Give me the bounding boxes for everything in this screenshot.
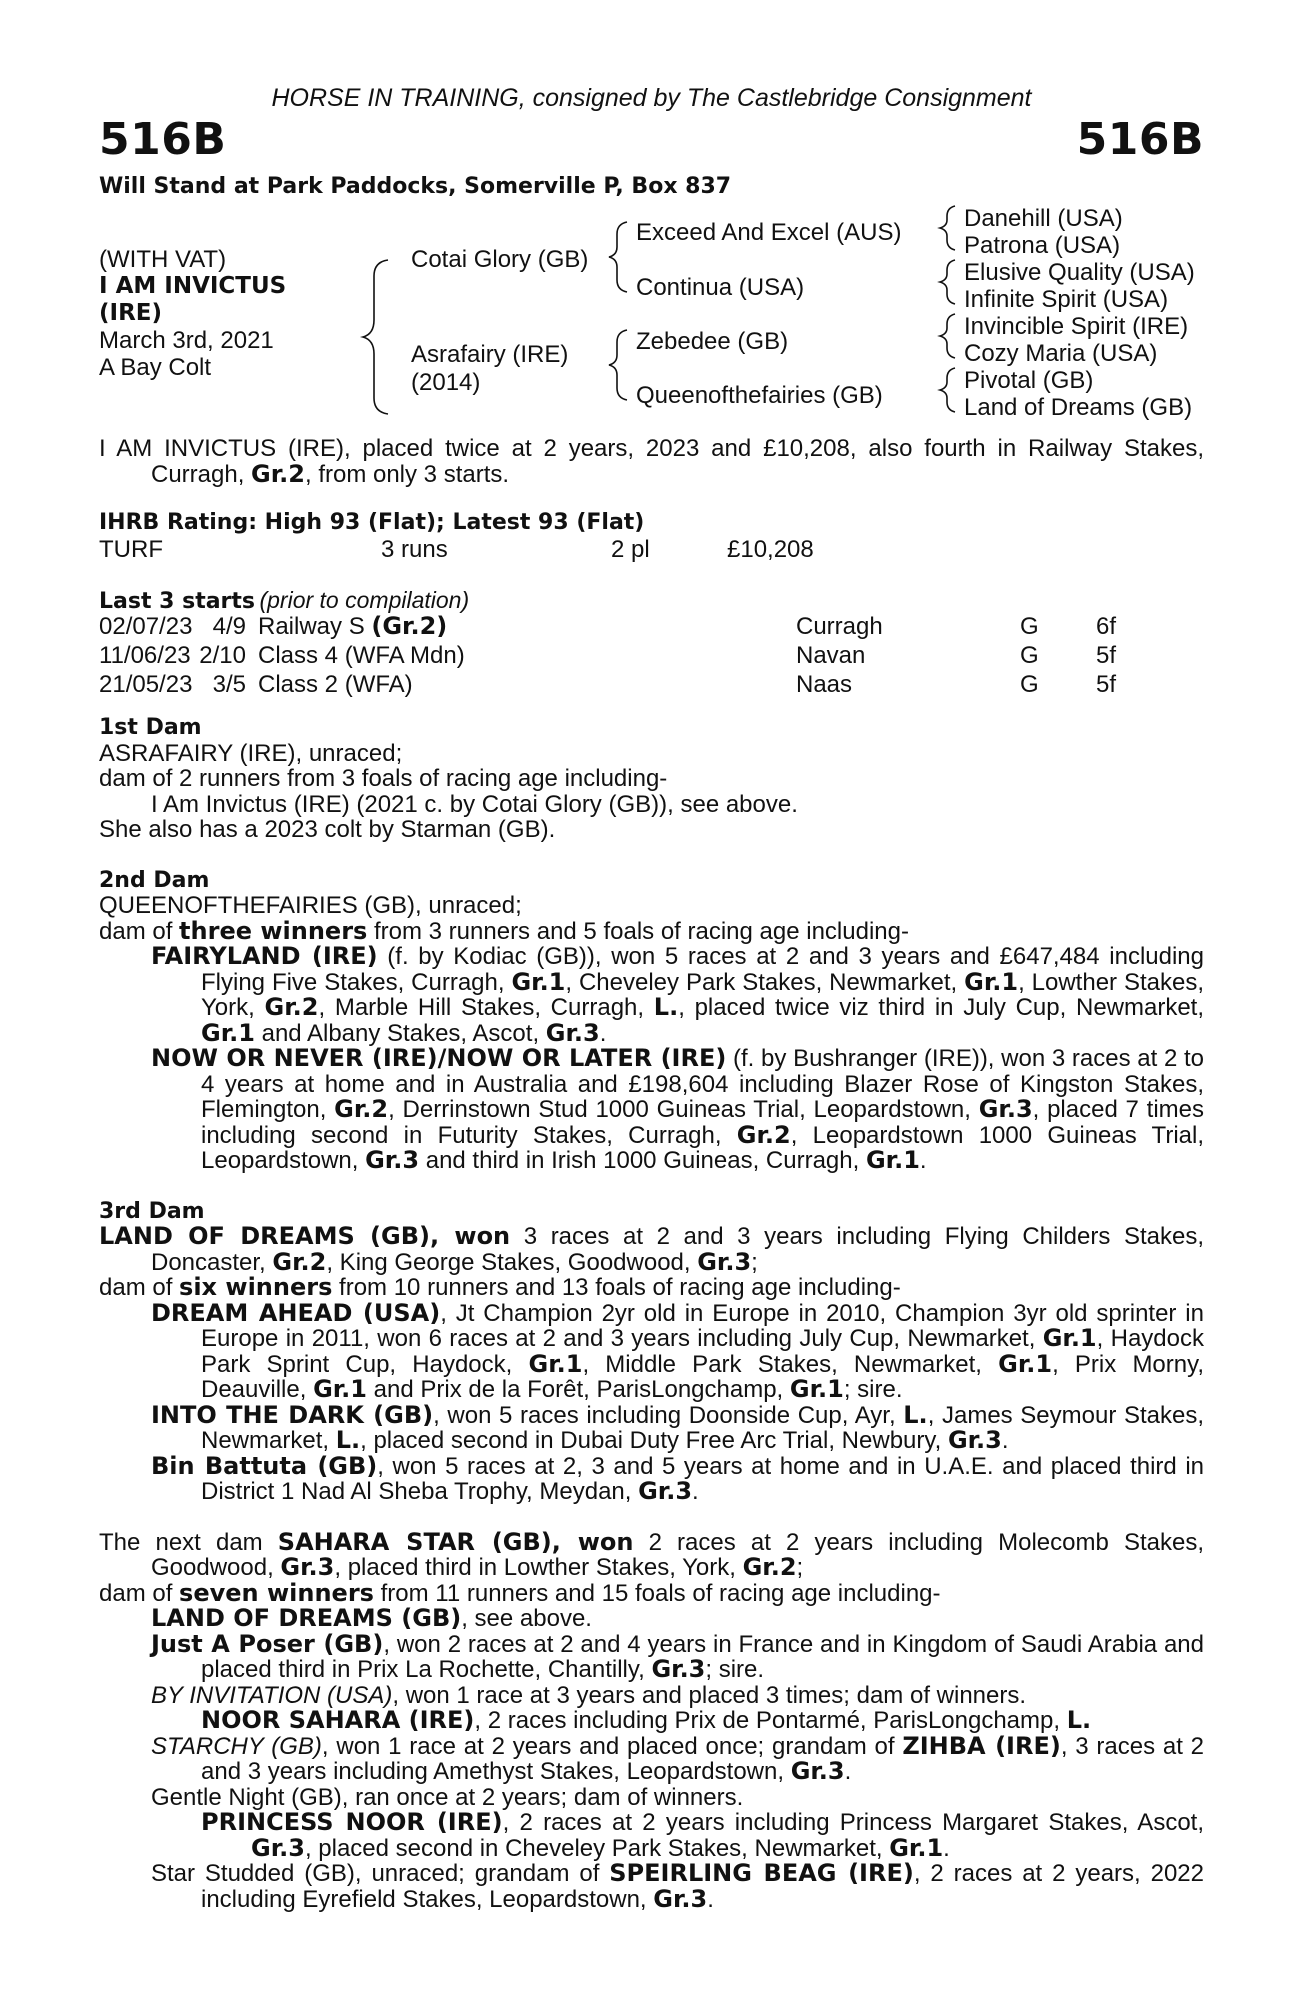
produce-gentle-night: Gentle Night (GB), ran once at 2 years; dam of winners.: [151, 1783, 744, 1811]
sd-sire: Elusive Quality (USA): [964, 259, 1195, 286]
horse-description: A Bay Colt: [99, 354, 212, 381]
rating-runs: 3 runs: [381, 536, 448, 563]
start-race: Railway S (Gr.2): [258, 612, 448, 640]
produce-land-of-dreams: LAND OF DREAMS (GB), see above.: [151, 1604, 592, 1632]
second-dam-line: QUEENOFTHEFAIRIES (GB), unraced;: [99, 892, 522, 919]
second-dam-title: 2nd Dam: [99, 867, 210, 893]
brace-generation-1: [363, 260, 388, 414]
rating-title: IHRB Rating: High 93 (Flat); Latest 93 (Flat): [99, 510, 645, 535]
rating-placed: 2 pl: [611, 536, 650, 563]
start-date: 11/06/23: [99, 641, 191, 669]
produce-just-a-poser: Just A Poser (GB), won 2 races at 2 and 4 years in France and in Kingdom of Saudi Arabia and placed third in Prix La Rochette, Chantilly, Gr.3; sire.: [151, 1629, 1204, 1683]
sd-dam: Infinite Spirit (USA): [964, 286, 1169, 313]
third-dam-produce: dam of six winners from 10 runners and 13 foals of racing age including-: [99, 1273, 901, 1301]
dam-dam: Queenofthefairies (GB): [636, 382, 883, 409]
start-distance: 5f: [1096, 670, 1117, 698]
brace-dam: [609, 330, 627, 400]
ss-dam: Patrona (USA): [964, 232, 1121, 259]
produce-record: [99, 715, 1204, 1912]
lot-number-left: 516B: [99, 114, 227, 165]
next-dam-line: The next dam SAHARA STAR (GB), won 2 races at 2 years including Molecomb Stakes, Goodwood, Gr.3, placed third in Lowther Stakes, York, Gr.2;: [99, 1527, 1205, 1581]
horse-name: I AM INVICTUS: [99, 273, 287, 299]
stand-location: Will Stand at Park Paddocks, Somerville P, Box 837: [99, 174, 732, 199]
first-dam-produce: dam of 2 runners from 3 foals of racing age including-: [99, 765, 668, 792]
start-date: 02/07/23: [99, 612, 193, 640]
start-course: Curragh: [796, 612, 883, 640]
start-position: 3/5: [212, 670, 246, 698]
foaling-date: March 3rd, 2021: [99, 327, 274, 354]
brace-dd: [940, 368, 955, 412]
vat-note: (WITH VAT): [99, 246, 227, 273]
start-position: 4/9: [212, 612, 246, 640]
last-starts-title: Last 3 starts: [99, 589, 256, 614]
brace-sire: [609, 222, 627, 292]
start-position: 2/10: [199, 641, 246, 669]
dam: Asrafairy (IRE): [411, 341, 569, 368]
sire-sire: Exceed And Excel (AUS): [636, 219, 902, 246]
first-dam-note: She also has a 2023 colt by Starman (GB).: [99, 816, 556, 843]
next-dam-produce: dam of seven winners from 11 runners and 15 foals of racing age including-: [99, 1578, 941, 1607]
produce-into-the-dark: INTO THE DARK (GB), won 5 races including Doonside Cup, Ayr, L., James Seymour Stakes, Newmarket, L., placed second in Dubai Duty Free Arc Trial, Newbury, Gr.3.: [151, 1400, 1204, 1454]
last-starts-heading: [99, 587, 469, 614]
table-row: [99, 641, 1116, 670]
produce-by-invitation: BY INVITATION (USA), won 1 race at 3 years and placed 3 times; dam of winners.: [151, 1681, 1027, 1709]
sire-dam: Continua (USA): [636, 274, 805, 301]
start-going: G: [1020, 641, 1039, 669]
start-going: G: [1020, 612, 1039, 640]
start-distance: 6f: [1096, 612, 1117, 640]
last-starts-note: (prior to compilation): [259, 587, 470, 613]
start-course: Naas: [796, 670, 853, 698]
produce-princess-noor: PRINCESS NOOR (IRE), 2 races at 2 years including Princess Margaret Stakes, Ascot, Gr.3, placed second in Cheveley Park Stakes, Newmarket, Gr.1.: [201, 1808, 1204, 1862]
start-race: Class 2 (WFA): [258, 671, 413, 698]
summary-paragraph: I AM INVICTUS (IRE), placed twice at 2 years, 2023 and £10,208, also fourth in Railway Stakes, Curragh, Gr.2, from only 3 starts.: [99, 435, 1204, 488]
table-row: [99, 612, 1116, 641]
start-course: Navan: [796, 641, 866, 669]
rating-earnings: £10,208: [727, 536, 814, 563]
produce-star-studded: Star Studded (GB), unraced; grandam of SPEIRLING BEAG (IRE), 2 races at 2 years, 2022 including Eyrefield Stakes, Leopardstown, Gr.3.: [151, 1859, 1205, 1913]
third-dam-title: 3rd Dam: [99, 1198, 205, 1224]
lot-number-right: 516B: [1076, 114, 1204, 165]
dam-year: (2014): [411, 369, 481, 396]
sire: Cotai Glory (GB): [411, 246, 589, 273]
horse-name-suffix: (IRE): [99, 300, 163, 326]
second-dam-produce: dam of three winners from 3 runners and 5 foals of racing age including-: [99, 916, 909, 945]
start-going: G: [1020, 670, 1039, 698]
produce-noor-sahara: NOOR SAHARA (IRE), 2 races including Prix de Pontarmé, ParisLongchamp, L.: [201, 1706, 1092, 1734]
produce-now-or-never: NOW OR NEVER (IRE)/NOW OR LATER (IRE) (f. by Bushranger (IRE)), won 3 races at 2 to 4 years at home and in Australia and £198,604 including Blazer Rose of Kingston Stakes, Flemington, Gr.2, Derrinstown Stud 1000 Guineas Trial, Leopardstown, Gr.3, placed 7 times including second in Futurity Stakes, Curragh, Gr.2, Leopardstown 1000 Guineas Trial, Leopardstown, Gr.3 and third in Irish 1000 Guineas, Curragh, Gr.1.: [151, 1044, 1205, 1174]
consignment-line: HORSE IN TRAINING, consigned by The Castlebridge Consignment: [271, 84, 1032, 112]
first-dam-foal: I Am Invictus (IRE) (2021 c. by Cotai Glory (GB)), see above.: [151, 790, 798, 818]
first-dam-title: 1st Dam: [99, 715, 202, 740]
dd-dam: Land of Dreams (GB): [964, 394, 1193, 421]
produce-dream-ahead: DREAM AHEAD (USA), Jt Champion 2yr old in Europe in 2010, Champion 3yr old sprinter in Europe in 2011, won 6 races at 2 and 3 years including July Cup, Newmarket, Gr.1, Haydock Park Sprint Cup, Haydock, Gr.1, Middle Park Stakes, Newmarket, Gr.1, Prix Morny, Deauville, Gr.1 and Prix de la Forêt, ParisLongchamp, Gr.1; sire.: [151, 1298, 1205, 1403]
produce-starchy: STARCHY (GB), won 1 race at 2 years and placed once; grandam of ZIHBA (IRE), 3 races at 2 and 3 years including Amethyst Stakes, Leopardstown, Gr.3.: [151, 1731, 1205, 1785]
summary-section: [99, 436, 1204, 487]
third-dam-line: LAND OF DREAMS (GB), won 3 races at 2 and 3 years including Flying Childers Stakes, Doncaster, Gr.2, King George Stakes, Goodwood, Gr.3;: [99, 1222, 1205, 1276]
start-distance: 5f: [1096, 641, 1117, 669]
start-date: 21/05/23: [99, 670, 193, 698]
produce-fairyland: FAIRYLAND (IRE) (f. by Kodiac (GB)), won 5 races at 2 and 3 years and £647,484 including Flying Five Stakes, Curragh, Gr.1, Cheveley Park Stakes, Newmarket, Gr.1, Lowther Stakes, York, Gr.2, Marble Hill Stakes, Curragh, L., placed twice viz third in July Cup, Newmarket, Gr.1 and Albany Stakes, Ascot, Gr.3.: [151, 942, 1205, 1047]
dam-sire: Zebedee (GB): [636, 328, 789, 355]
rating-surface: TURF: [99, 536, 163, 563]
brace-ds: [940, 314, 955, 358]
start-race: Class 4 (WFA Mdn): [258, 642, 465, 669]
ds-sire: Invincible Spirit (IRE): [964, 313, 1189, 340]
ds-dam: Cozy Maria (USA): [964, 340, 1158, 367]
first-dam-line: ASRAFAIRY (IRE), unraced;: [99, 739, 403, 767]
brace-ss: [940, 206, 955, 250]
brace-sd: [940, 260, 955, 304]
dd-sire: Pivotal (GB): [964, 367, 1094, 394]
table-row: [99, 670, 1116, 699]
last-starts-table: [99, 612, 1116, 699]
produce-bin-battuta: Bin Battuta (GB), won 5 races at 2, 3 and 5 years at home and in U.A.E. and placed third in District 1 Nad Al Sheba Trophy, Meydan, Gr.3.: [151, 1451, 1205, 1505]
ss-sire: Danehill (USA): [964, 205, 1123, 232]
